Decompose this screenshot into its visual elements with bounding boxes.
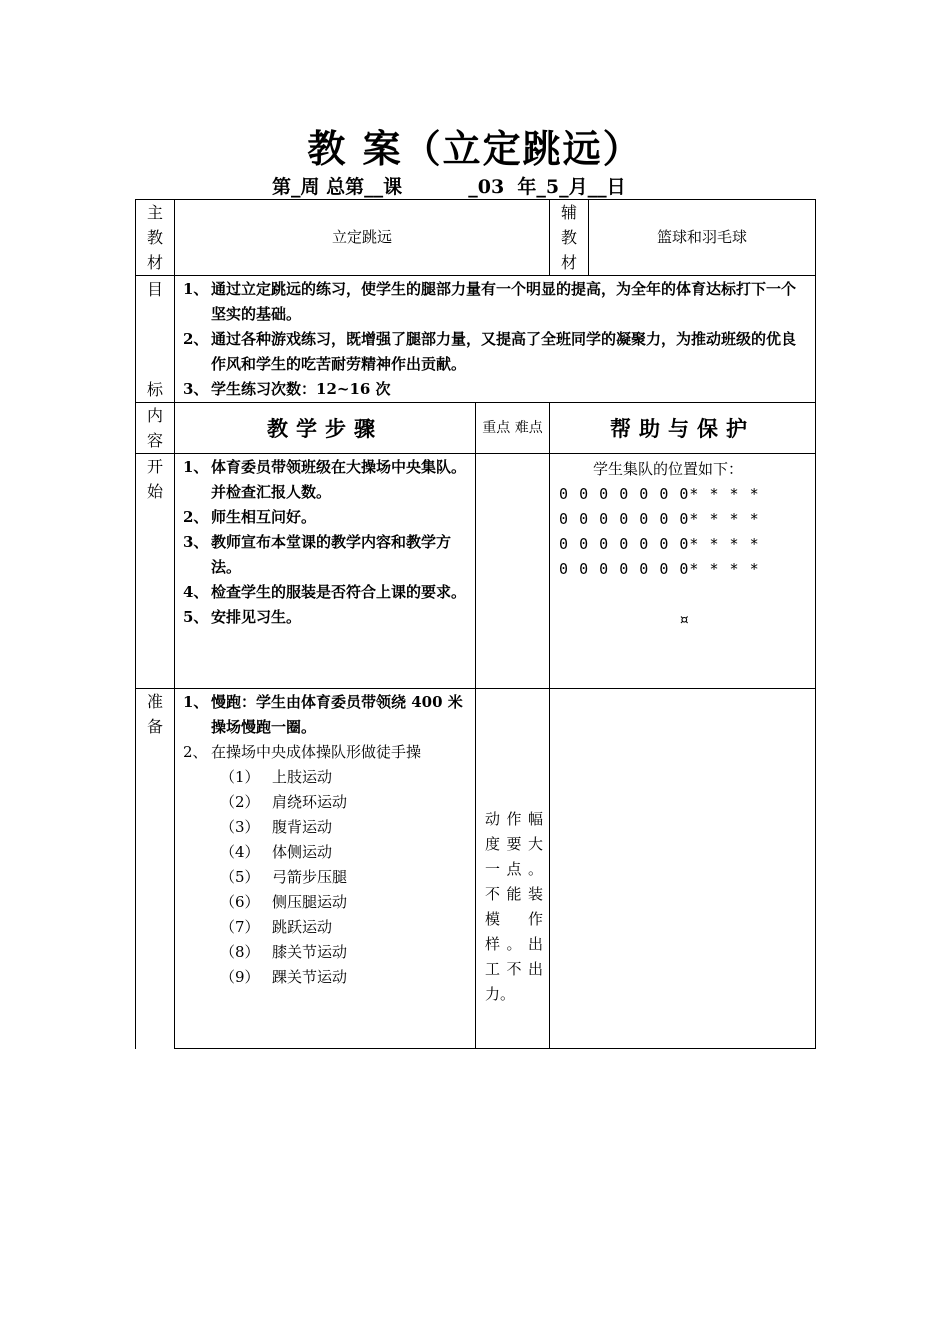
aux-material-label: 辅 教 材 bbox=[550, 200, 589, 276]
teacher-position-icon: ¤ bbox=[678, 610, 690, 630]
start-label: 开 始 bbox=[136, 454, 175, 689]
prep-label: 准 备 bbox=[136, 689, 175, 1049]
date-line: 第_周 总第__课 _03 年_5_月__日 bbox=[272, 176, 626, 198]
page-title: 教 案（立定跳远） bbox=[307, 126, 643, 171]
start-key-points bbox=[476, 454, 550, 689]
column-header-row bbox=[136, 403, 816, 454]
list-item: （2） 肩绕环运动 bbox=[220, 793, 348, 811]
formation-diagram bbox=[550, 454, 815, 633]
formation-row: 0 0 0 0 0 0 0* * * * bbox=[559, 560, 760, 578]
aux-material-value: 篮球和羽毛球 bbox=[589, 200, 816, 276]
list-item: 1、 体育委员带领班级在大操场中央集队。并检查汇报人数。 bbox=[183, 458, 467, 501]
list-item: 1、 通过立定跳远的练习，使学生的腿部力量有一个明显的提高，为全年的体育达标打下一个坚实的基础。 bbox=[183, 280, 797, 323]
prep-section-row bbox=[136, 689, 816, 1049]
list-item: （9） 踝关节运动 bbox=[220, 968, 348, 986]
prep-help bbox=[550, 689, 816, 1049]
list-item: （8） 膝关节运动 bbox=[220, 943, 348, 961]
key-points-note: 动作幅度要大一点。不能装模作样。出工不出力。 bbox=[485, 810, 544, 1003]
formation-row: 0 0 0 0 0 0 0* * * * bbox=[559, 485, 760, 503]
steps-header: 教学步骤 bbox=[175, 403, 476, 454]
materials-row bbox=[136, 200, 816, 276]
main-material-label: 主 教 材 bbox=[136, 200, 175, 276]
list-item: 1、 慢跑：学生由体育委员带领绕 400 米操场慢跑一圈。 bbox=[183, 693, 463, 736]
prep-key-points bbox=[476, 689, 550, 1049]
content-label: 内 容 bbox=[136, 403, 175, 454]
prep-steps bbox=[175, 689, 476, 1049]
list-item: （4） 体侧运动 bbox=[220, 843, 333, 861]
list-item: （1） 上肢运动 bbox=[220, 768, 333, 786]
lesson-plan-table bbox=[135, 199, 816, 1049]
list-item: 3、 学生练习次数：12~16 次 bbox=[183, 380, 391, 398]
start-section-row bbox=[136, 454, 816, 689]
list-item: 2、 在操场中央成体操队形做徒手操 bbox=[183, 743, 422, 761]
list-item: （7） 跳跃运动 bbox=[220, 918, 333, 936]
list-item: 3、 教师宣布本堂课的教学内容和教学方法。 bbox=[183, 533, 452, 576]
formation-row: 0 0 0 0 0 0 0* * * * bbox=[559, 535, 760, 553]
list-item: 4、 检查学生的服装是否符合上课的要求。 bbox=[183, 583, 467, 601]
formation-row: 0 0 0 0 0 0 0* * * * bbox=[559, 510, 760, 528]
list-item: （3） 腹背运动 bbox=[220, 818, 333, 836]
objectives-row bbox=[136, 276, 816, 403]
start-steps bbox=[175, 454, 476, 689]
list-item: （6） 侧压腿运动 bbox=[220, 893, 348, 911]
formation-title: 学生集队的位置如下： bbox=[593, 460, 744, 478]
help-header: 帮助与保护 bbox=[550, 403, 816, 454]
list-item: 2、 通过各种游戏练习，既增强了腿部力量，又提高了全班同学的凝聚力，为推动班级的优良作风和学生的吃苦耐劳精神作出贡献。 bbox=[183, 330, 797, 373]
key-points-header: 重点 难点 bbox=[476, 403, 550, 454]
objectives-content bbox=[175, 276, 816, 403]
objectives-label: 目 标 bbox=[136, 276, 175, 403]
prep-steps-list bbox=[175, 689, 475, 765]
objectives-list bbox=[175, 276, 815, 402]
start-formation bbox=[550, 454, 816, 689]
list-item: （5） 弓箭步压腿 bbox=[220, 868, 348, 886]
start-steps-list bbox=[175, 454, 475, 630]
main-material-value: 立定跳远 bbox=[175, 200, 550, 276]
list-item: 5、 安排见习生。 bbox=[183, 608, 302, 626]
exercise-list bbox=[175, 765, 475, 990]
list-item: 2、 师生相互问好。 bbox=[183, 508, 317, 526]
